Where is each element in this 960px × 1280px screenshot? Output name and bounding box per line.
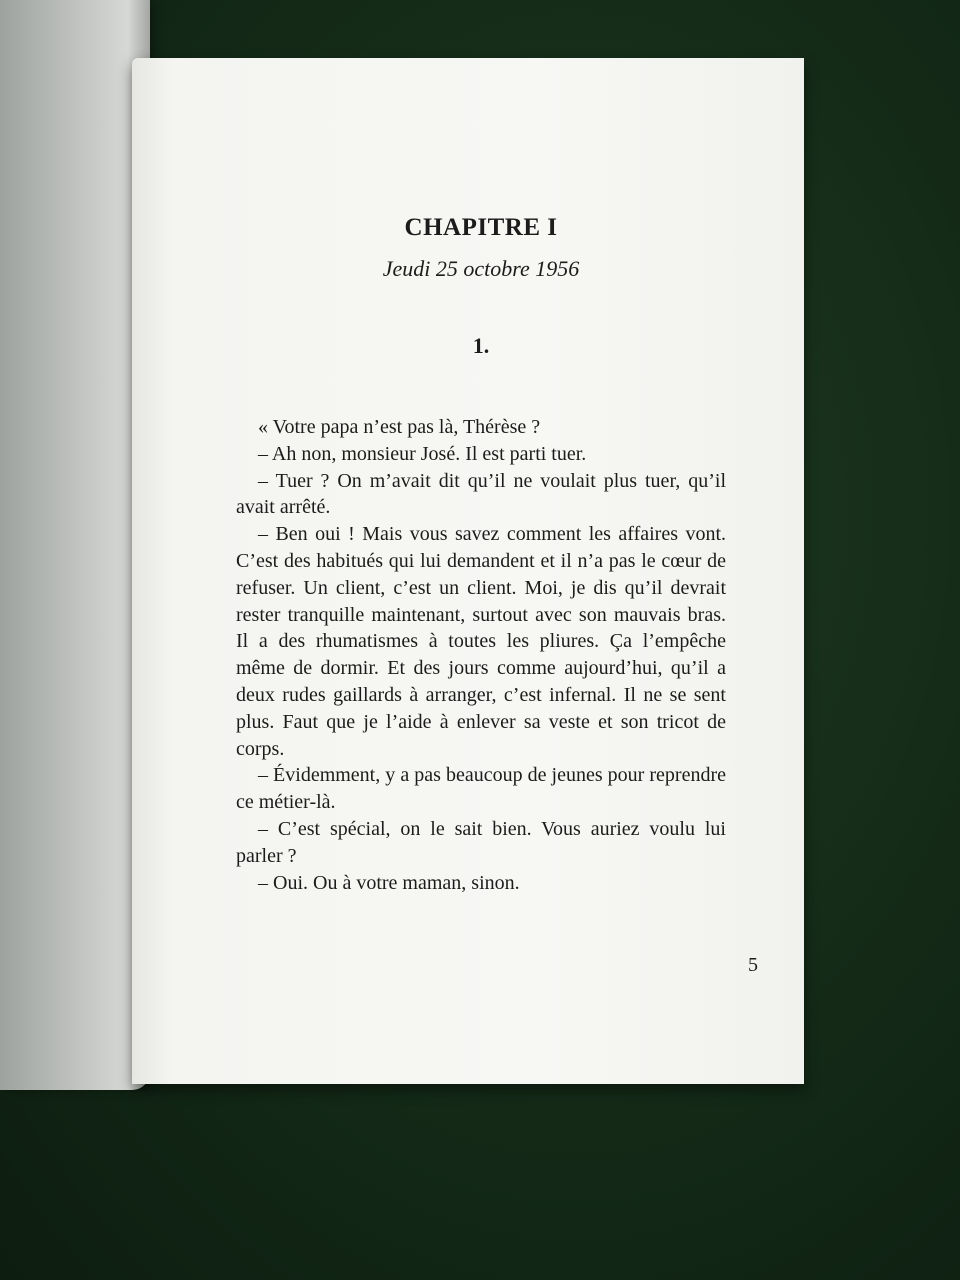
paragraph: – Ah non, monsieur José. Il est parti tuer. <box>258 442 587 465</box>
paragraph: – Évidemment, y a pas beaucoup de jeunes pour reprendre ce métier-là. <box>236 764 726 814</box>
body-text <box>236 414 726 896</box>
page-content <box>236 208 726 896</box>
book-page <box>132 58 804 1084</box>
facing-left-page <box>0 0 150 1090</box>
chapter-title: CHAPITRE I <box>404 214 558 241</box>
paragraph: – Oui. Ou à votre maman, sinon. <box>258 871 520 894</box>
section-number: 1. <box>472 333 490 358</box>
paragraph: – C’est spécial, on le sait bien. Vous auriez voulu lui parler ? <box>236 817 726 867</box>
paragraph: – Ben oui ! Mais vous savez comment les affaires vont. C’est des habitués qui lui demandent et il n’a pas le cœur de refuser. Un client, c’est un client. Moi, je dis qu’il devrait rester tranquille maintenant, surtout avec son mauvais bras. Il a des rhumatismes à toutes les pliures. Ça l’empêche même de dormir. Et des jours comme aujourd’hui, qu’il a deux rudes gaillards à arranger, c’est infernal. Il ne se sent plus. Faut que je l’aide à enlever sa veste et son tricot de corps. <box>236 523 726 760</box>
chapter-date: Jeudi 25 octobre 1956 <box>382 256 580 281</box>
paragraph: « Votre papa n’est pas là, Thérèse ? <box>258 416 541 438</box>
page-number: 5 <box>748 954 758 976</box>
paragraph: – Tuer ? On m’avait dit qu’il ne voulait plus tuer, qu’il avait arrêté. <box>236 469 726 519</box>
